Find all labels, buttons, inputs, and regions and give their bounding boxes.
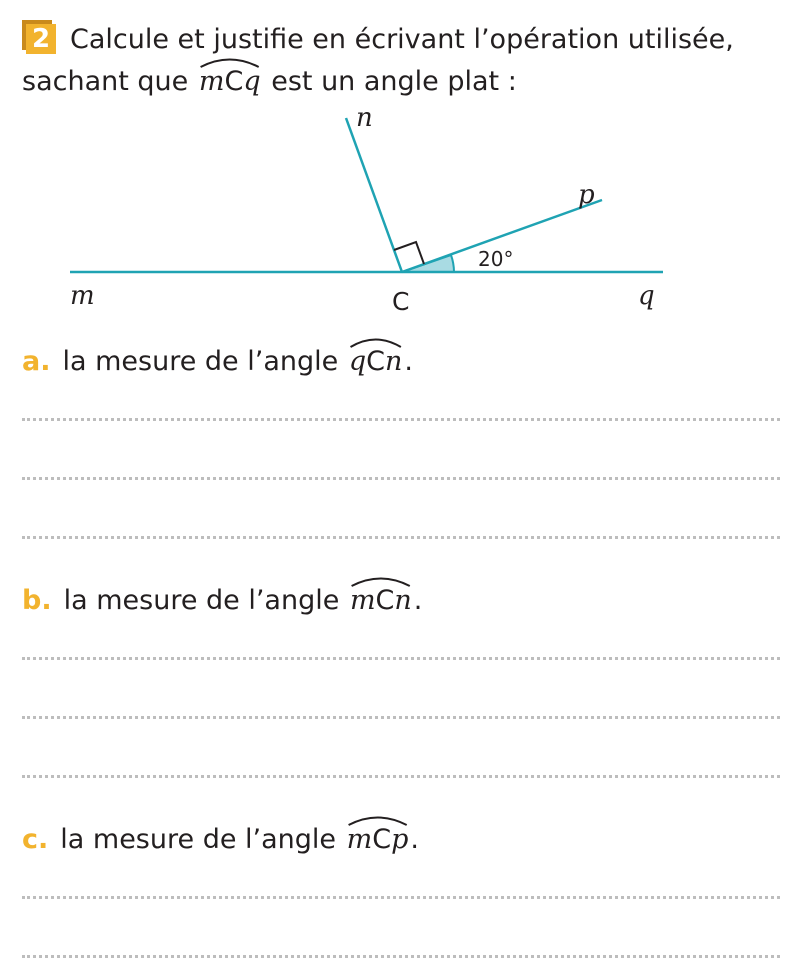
instruction-text-2a: sachant que (22, 66, 189, 97)
answer-line[interactable] (22, 477, 780, 480)
label-q: q (638, 281, 655, 311)
question-text: la mesure de l’angle (60, 824, 337, 855)
angle-diagram (0, 0, 803, 330)
instruction-text-1: Calcule et justifie en écrivant l’opération utilisée, (70, 24, 734, 55)
label-m: m (70, 281, 95, 311)
instruction-text-2b: est un angle plat : (271, 66, 517, 97)
angle-hat-icon (351, 575, 410, 587)
question-text: la mesure de l’angle (63, 585, 340, 616)
question-label: c. (22, 824, 49, 855)
ray-Cn (346, 118, 402, 272)
angle-notation-qCn: qCn (349, 338, 403, 380)
label-C: C (392, 287, 410, 316)
angle-hat-icon (348, 814, 407, 826)
question-c: c. la mesure de l’angle mCp. (22, 816, 419, 858)
angle-value-label: 20° (478, 247, 514, 271)
question-label: b. (22, 585, 52, 616)
exercise-number: 2 (26, 24, 56, 54)
answer-line[interactable] (22, 716, 780, 719)
question-text: la mesure de l’angle (62, 346, 339, 377)
angle-hat-icon (350, 336, 401, 348)
answer-line[interactable] (22, 536, 780, 539)
label-p: p (578, 180, 595, 210)
answer-line[interactable] (22, 896, 780, 899)
label-n: n (356, 103, 373, 133)
angle-notation-mCq: mCq (199, 58, 261, 100)
answer-line[interactable] (22, 775, 780, 778)
question-b: b. la mesure de l’angle mCn. (22, 577, 422, 619)
angle-notation-mCp: mCp (347, 816, 409, 858)
answer-line[interactable] (22, 657, 780, 660)
question-label: a. (22, 346, 51, 377)
question-a: a. la mesure de l’angle qCn. (22, 338, 413, 380)
angle-notation-mCn: mCn (350, 577, 412, 619)
answer-line[interactable] (22, 418, 780, 421)
answer-line[interactable] (22, 955, 780, 958)
